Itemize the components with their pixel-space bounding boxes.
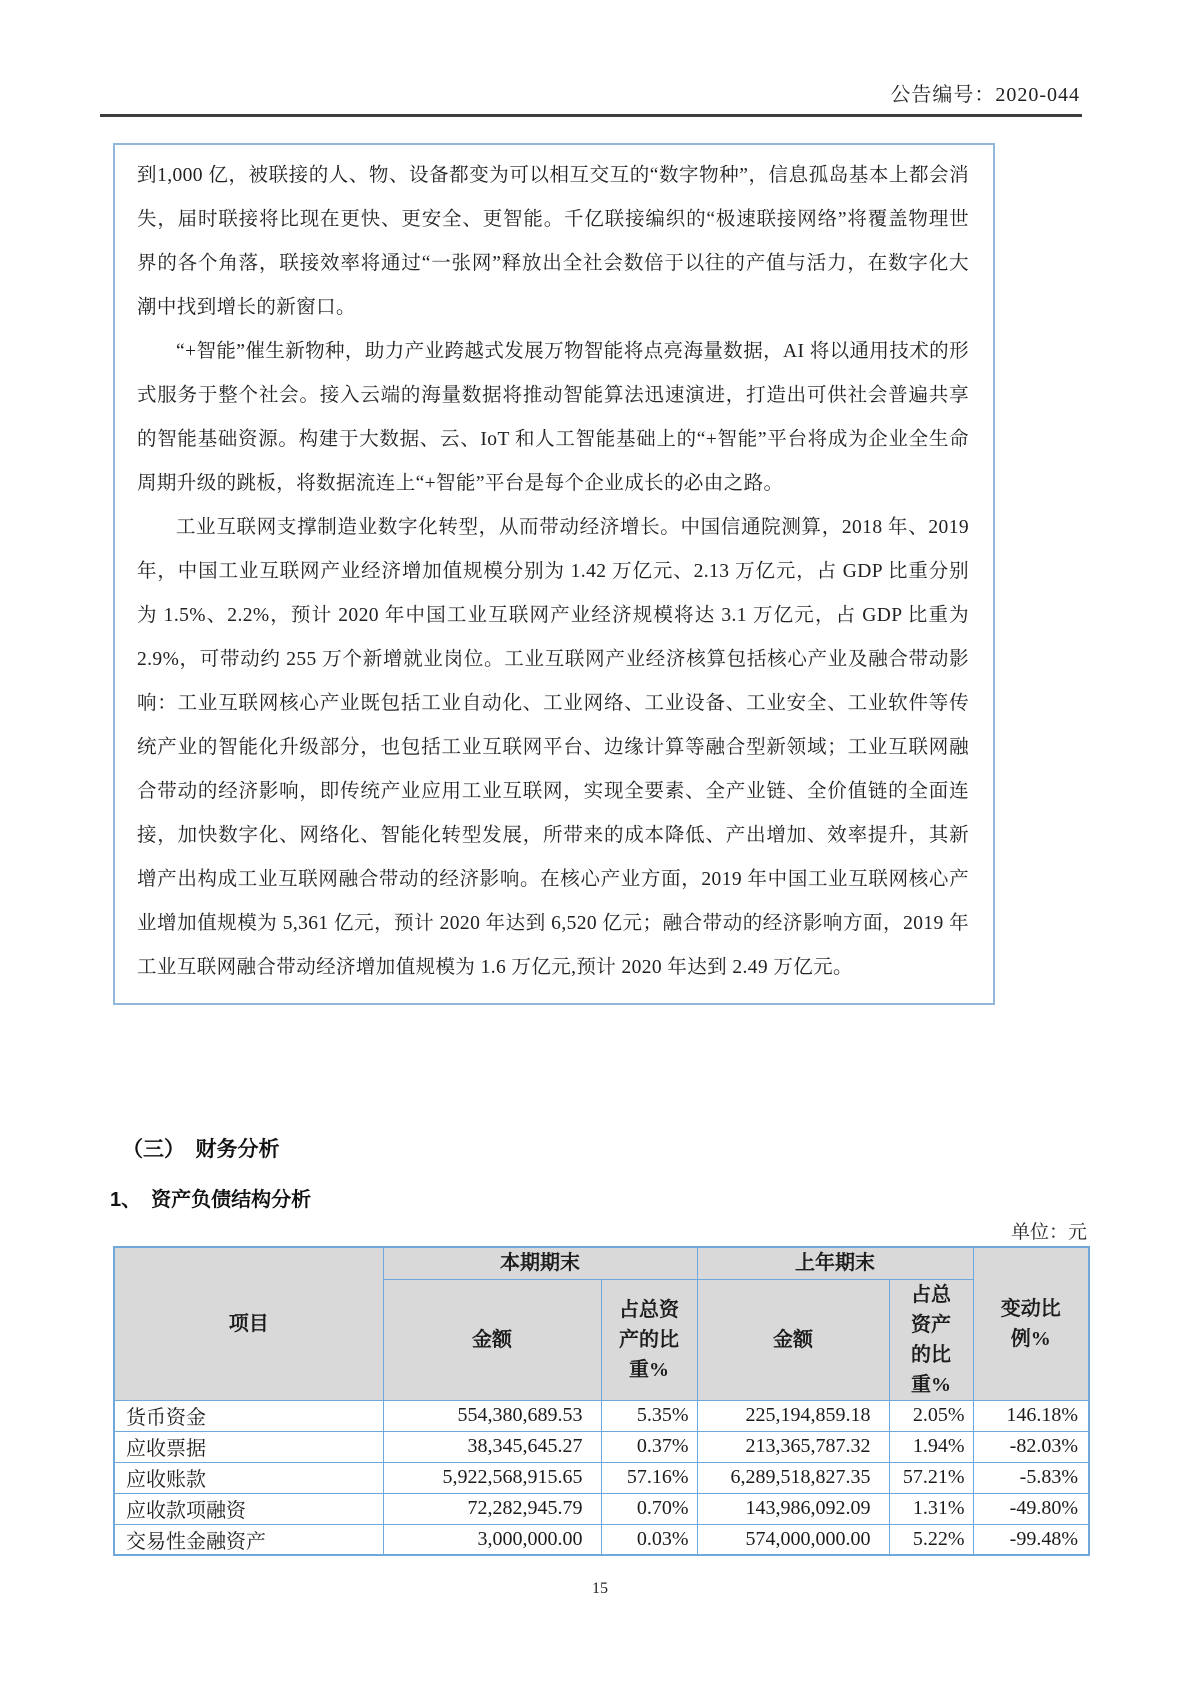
column-header-change-ratio: 变动比例% <box>973 1247 1089 1400</box>
item-name-cell: 货币资金 <box>114 1400 383 1431</box>
document-header <box>0 0 1200 117</box>
item-name-cell: 应收票据 <box>114 1431 383 1462</box>
section-heading-financial-analysis: （三） 财务分析 <box>122 1138 280 1161</box>
page-number: 15 <box>592 1580 608 1597</box>
ratio-prior-cell: 2.05% <box>889 1400 973 1431</box>
table-row <box>114 1400 1089 1431</box>
header-divider <box>100 114 1082 117</box>
column-header-ratio-prior: 占总资产的比重% <box>889 1279 973 1400</box>
amount-current-cell: 554,380,689.53 <box>383 1400 601 1431</box>
table-row <box>114 1431 1089 1462</box>
column-header-amount-prior: 金额 <box>697 1279 889 1400</box>
balance-sheet-structure-table <box>113 1246 1090 1556</box>
ratio-prior-cell: 5.22% <box>889 1524 973 1555</box>
ratio-current-cell: 5.35% <box>601 1400 697 1431</box>
amount-current-cell: 38,345,645.27 <box>383 1431 601 1462</box>
table-header-group-row <box>114 1247 1089 1279</box>
announcement-number: 公告编号：2020-044 <box>890 84 1080 106</box>
ratio-current-cell: 0.70% <box>601 1493 697 1524</box>
amount-current-cell: 72,282,945.79 <box>383 1493 601 1524</box>
amount-prior-cell: 574,000,000.00 <box>697 1524 889 1555</box>
table-row <box>114 1462 1089 1493</box>
amount-current-cell: 5,922,568,915.65 <box>383 1462 601 1493</box>
subsection-heading-balance-structure: 1、 资产负债结构分析 <box>110 1189 312 1211</box>
ratio-current-cell: 57.16% <box>601 1462 697 1493</box>
paragraph-plus-intelligence: “+智能”催生新物种，助力产业跨越式发展万物智能将点亮海量数据，AI 将以通用技术的形式服务于整个社会。接入云端的海量数据将推动智能算法迅速演进，打造出可供社会普遍共享的智能基础资源。构建于大数据、云、IoT 和人工智能基础上的“+智能”平台将成为企业全生命周期升级的跳板，将数据流连上“+智能”平台是每个企业成长的必由之路。 <box>137 341 969 494</box>
amount-prior-cell: 213,365,787.32 <box>697 1431 889 1462</box>
change-ratio-cell: -5.83% <box>973 1462 1089 1493</box>
paragraph-connectivity: 到1,000 亿，被联接的人、物、设备都变为可以相互交互的“数字物种”，信息孤岛基本上都会消失，届时联接将比现在更快、更安全、更智能。千亿联接编织的“极速联接网络”将覆盖物理世界的各个角落，联接效率将通过“一张网”释放出全社会数倍于以往的产值与活力，在数字化大潮中找到增长的新窗口。 <box>137 165 969 318</box>
column-header-item: 项目 <box>114 1247 383 1400</box>
ratio-current-cell: 0.03% <box>601 1524 697 1555</box>
paragraph-industrial-internet: 工业互联网支撑制造业数字化转型，从而带动经济增长。中国信通院测算，2018 年、2019 年，中国工业互联网产业经济增加值规模分别为 1.42 万亿元、2.13 万亿元，占 GDP 比重分别为 1.5%、2.2%，预计 2020 年中国工业互联网产业经济规模将达 3.1 万亿元，占 GDP 比重为 2.9%，可带动约 255 万个新增就业岗位。工业互联网产业经济核算包括核心产业及融合带动影响：工业互联网核心产业既包括工业自动化、工业网络、工业设备、工业安全、工业软件等传统产业的智能化升级部分，也包括工业互联网平台、边缘计算等融合型新领域；工业互联网融合带动的经济影响，即传统产业应用工业互联网，实现全要素、全产业链、全价值链的全面连接，加快数字化、网络化、智能化转型发展，所带来的成本降低、产出增加、效率提升，其新增产出构成工业互联网融合带动的经济影响。在核心产业方面，2019 年中国工业互联网核心产业增加值规模为 5,361 亿元，预计 2020 年达到 6,520 亿元；融合带动的经济影响方面，2019 年工业互联网融合带动经济增加值规模为 1.6 万亿元,预计 2020 年达到 2.49 万亿元。 <box>137 517 969 978</box>
ratio-prior-cell: 1.94% <box>889 1431 973 1462</box>
table-row <box>114 1493 1089 1524</box>
change-ratio-cell: -99.48% <box>973 1524 1089 1555</box>
column-header-amount-current: 金额 <box>383 1279 601 1400</box>
column-header-ratio-current: 占总资产的比重% <box>601 1279 697 1400</box>
change-ratio-cell: -82.03% <box>973 1431 1089 1462</box>
ratio-prior-cell: 1.31% <box>889 1493 973 1524</box>
amount-prior-cell: 225,194,859.18 <box>697 1400 889 1431</box>
amount-prior-cell: 6,289,518,827.35 <box>697 1462 889 1493</box>
ratio-prior-cell: 57.21% <box>889 1462 973 1493</box>
body-text-box <box>113 143 995 1005</box>
change-ratio-cell: 146.18% <box>973 1400 1089 1431</box>
column-group-current-period-end: 本期期末 <box>383 1247 697 1279</box>
column-group-prior-year-end: 上年期末 <box>697 1247 973 1279</box>
amount-prior-cell: 143,986,092.09 <box>697 1493 889 1524</box>
item-name-cell: 应收账款 <box>114 1462 383 1493</box>
unit-label: 单位：元 <box>1010 1222 1087 1243</box>
item-name-cell: 应收款项融资 <box>114 1493 383 1524</box>
change-ratio-cell: -49.80% <box>973 1493 1089 1524</box>
item-name-cell: 交易性金融资产 <box>114 1524 383 1555</box>
table-row <box>114 1524 1089 1555</box>
amount-current-cell: 3,000,000.00 <box>383 1524 601 1555</box>
ratio-current-cell: 0.37% <box>601 1431 697 1462</box>
